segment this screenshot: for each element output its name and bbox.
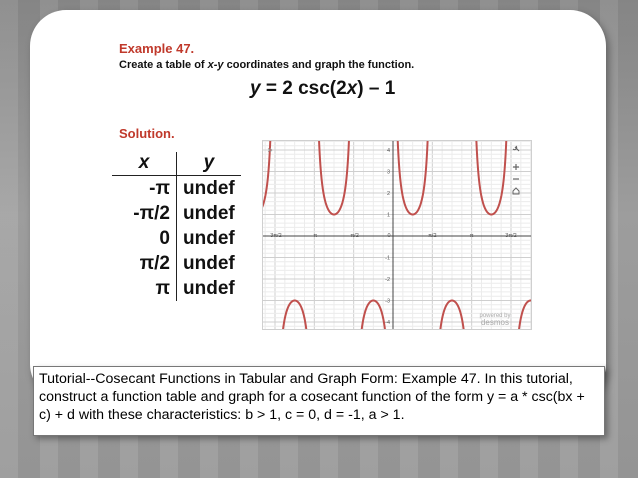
function-equation: y = 2 csc(2x) – 1 (250, 78, 396, 99)
y-tick-label: 2 (386, 191, 390, 197)
y-tick-label: -2 (385, 277, 390, 283)
x-tick-label: -3π/2 (268, 233, 282, 239)
x-cell: π (112, 276, 177, 301)
graph-canvas[interactable] (263, 141, 531, 329)
x-cell: 0 (112, 226, 177, 251)
y-tick-label: -1 (385, 255, 390, 262)
x-header: x (112, 152, 177, 176)
y-tick-label: -3 (385, 298, 390, 305)
example-prompt: Create a table of x-y coordinates and graph the function. (119, 59, 415, 71)
x-cell: -π (112, 176, 177, 202)
x-cell: -π/2 (112, 201, 177, 226)
example-title: Example 47. (119, 41, 195, 56)
x-cell: π/2 (112, 251, 177, 276)
x-tick-label: -π/2 (348, 233, 359, 239)
y-tick-label: 1 (386, 212, 390, 219)
xy-table (112, 152, 241, 301)
x-tick-label: π (469, 233, 474, 239)
table-row (112, 226, 241, 251)
y-cell: undef (183, 252, 235, 274)
y-cell: undef (183, 227, 235, 249)
y-header: y (177, 152, 241, 176)
table-row (112, 176, 241, 202)
x-tick-label: 3π/2 (505, 233, 517, 239)
x-tick-label: -π (311, 233, 318, 239)
table-row (112, 201, 241, 226)
table-row (112, 251, 241, 276)
desmos-graph[interactable] (262, 140, 532, 330)
y-cell: undef (183, 202, 235, 224)
table-row (112, 276, 241, 301)
solution-label: Solution. (119, 126, 175, 141)
table-header-row (112, 152, 241, 176)
caption-box: Tutorial--Cosecant Functions in Tabular and Graph Form: Example 47. In this tutorial, construct a function table and graph for a cosecant function of the form y = a * csc(bx + c) + d with these characteristics: b > 1, c = 0, d = -1, a > 1. (33, 366, 605, 436)
y-tick-label: -4 (385, 320, 390, 326)
y-cell: undef (183, 177, 235, 199)
collapse-icon[interactable]: » (267, 145, 274, 156)
x-tick-label: π/2 (428, 233, 437, 239)
grid-lines (263, 141, 531, 329)
watermark-line1: powered by (479, 313, 511, 319)
x-tick-label: 0 (387, 233, 391, 239)
y-tick-label: 4 (386, 148, 390, 154)
y-cell: undef (183, 277, 235, 299)
y-tick-label: 3 (386, 169, 390, 176)
plus-icon[interactable] (513, 164, 519, 170)
watermark-desmos: desmos (480, 318, 510, 327)
